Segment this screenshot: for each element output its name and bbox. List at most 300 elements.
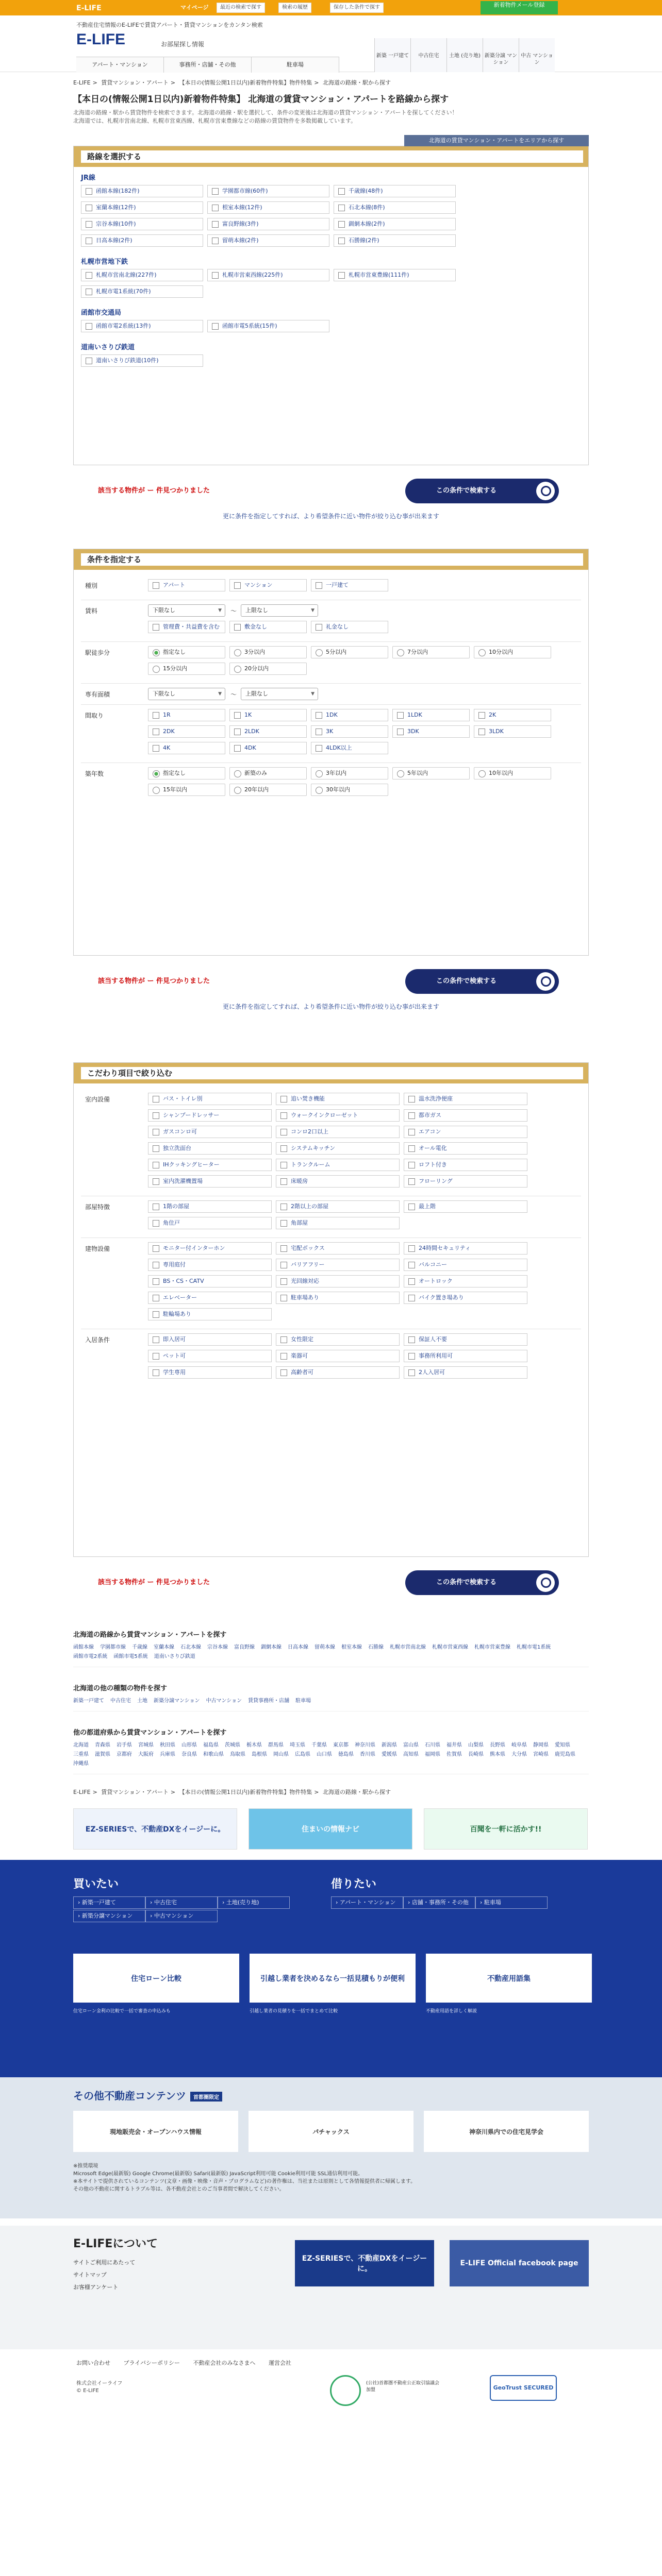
link-item[interactable]: 石川県 [425, 1742, 440, 1748]
feature-checkbox[interactable]: 都市ガス [404, 1109, 527, 1122]
feature-checkbox[interactable]: オートロック [404, 1275, 527, 1287]
panel-title: 路線を選択する [79, 150, 583, 163]
footer-link[interactable]: 運営会社 [268, 2360, 291, 2366]
walk-radio[interactable]: 15分以内 [148, 663, 225, 675]
rent-title: 借りたい [331, 1878, 377, 1891]
feature-row [81, 1238, 581, 1329]
link-item[interactable]: 静岡県 [533, 1742, 549, 1748]
rent-option-checkbox[interactable]: 管理費・共益費を含む [148, 621, 225, 633]
link-item[interactable]: 道南いさりび鉄道 [154, 1654, 195, 1659]
feature-values [148, 1242, 581, 1325]
line-checkbox[interactable]: 札幌市営南北線(227件) [81, 269, 203, 281]
feature-checkbox[interactable]: ペット可 [148, 1350, 272, 1362]
feature-checkbox[interactable]: 独立洗面台 [148, 1142, 272, 1155]
footer-links [76, 2359, 303, 2367]
breadcrumb-item[interactable]: E-LIFE [73, 1789, 91, 1795]
type-checkbox[interactable]: アパート [148, 579, 225, 591]
link-item[interactable]: 長野県 [490, 1742, 505, 1748]
banner-ez-series[interactable]: EZ-SERIESで、不動産DXをイージーに。 [73, 1808, 237, 1850]
line-checkbox[interactable]: 札幌市営東豊線(111件) [334, 269, 456, 281]
link-item[interactable]: 学園都市線 [100, 1645, 126, 1650]
link-item[interactable]: 千歳線 [132, 1645, 147, 1650]
feature-checkbox[interactable]: 駐輪場あり [148, 1308, 272, 1320]
area-max-select[interactable]: 上限なし ▼ [241, 688, 318, 700]
breadcrumb-item[interactable]: 【本日の(情報公開1日以内)新着物件特集】物件特集 [179, 79, 312, 86]
line-group-grid [74, 320, 588, 336]
feature-checkbox[interactable]: 保証人不要 [404, 1333, 527, 1346]
feature-checkbox[interactable]: ガスコンロ可 [148, 1126, 272, 1138]
feature-checkbox[interactable]: 高齢者可 [276, 1366, 400, 1379]
link-item[interactable]: 徳島県 [338, 1752, 354, 1757]
breadcrumb-bottom: E-LIFE > 賃貸マンション・アパート > 【本日の(情報公開1日以内)新着物件特集】物件特集 > 北海道の路線・駅から探す [73, 1789, 391, 1795]
section-title: 北海道の路線から賃貸マンション・アパートを探す [73, 1631, 227, 1639]
link-item[interactable]: 根室本線 [341, 1645, 362, 1650]
line-checkbox[interactable]: 宗谷本線(10件) [81, 218, 203, 230]
link-item[interactable]: 函館本線 [73, 1645, 94, 1650]
line-checkbox[interactable]: 札幌市営東西線(225件) [207, 269, 329, 281]
walk-radio[interactable]: 20分以内 [229, 663, 307, 675]
age-radio[interactable]: 新築のみ [229, 767, 307, 779]
link-item[interactable]: 三重県 [73, 1752, 89, 1757]
tilde: 〜 [230, 691, 237, 698]
pref-links [73, 1727, 589, 1774]
site-logo[interactable]: E-LIFE [76, 31, 125, 48]
link-item[interactable]: 長崎県 [468, 1752, 484, 1757]
footer-link[interactable]: プライバシーポリシー [123, 2360, 180, 2366]
link-item[interactable]: 奈良県 [181, 1752, 197, 1757]
line-checkbox[interactable]: 千歳線(48件) [334, 185, 456, 197]
age-radio[interactable]: 30年以内 [311, 784, 388, 796]
line-checkbox[interactable]: 根室本線(12件) [207, 201, 329, 214]
result-row [73, 1567, 589, 1593]
feature-checkbox[interactable]: 1階の部屋 [148, 1200, 272, 1213]
link-item[interactable]: 島根県 [252, 1752, 267, 1757]
link-item[interactable]: 札幌市営東豊線 [474, 1645, 510, 1650]
rent-option-checkbox[interactable]: 敷金なし [229, 621, 307, 633]
link-item[interactable]: 鳥取県 [230, 1752, 245, 1757]
buy-link[interactable]: › 土地(売り地) [218, 1896, 290, 1909]
cat-used-mansion[interactable]: 中古 マンション [519, 38, 555, 72]
page-title: 【本日の(情報公開1日以内)新着物件特集】 北海道の賃貸マンション・アパートを路線から探す [73, 94, 449, 105]
member-mail-button[interactable]: 新着物件メール登録 [481, 1, 558, 14]
about-link[interactable]: サイトマップ [73, 2272, 107, 2278]
layout-checkbox[interactable]: 1K [229, 709, 307, 721]
layout-checkbox[interactable]: 1R [148, 709, 225, 721]
feature-checkbox[interactable]: 駐車場あり [276, 1292, 400, 1304]
feature-row [81, 1329, 581, 1387]
line-group-grid [74, 354, 588, 371]
link-item[interactable]: 函館市電2系統 [73, 1654, 108, 1659]
link-item[interactable]: 山口県 [317, 1752, 332, 1757]
feature-checkbox[interactable]: コンロ2口以上 [276, 1126, 400, 1138]
banner-open-house[interactable]: 現地販売会・オープンハウス情報 [73, 2111, 238, 2152]
breadcrumb-item[interactable]: E-LIFE [73, 79, 91, 86]
link-item[interactable]: 札幌市電1系統 [517, 1645, 551, 1650]
rent-option-checkbox[interactable]: 礼金なし [311, 621, 388, 633]
link-item[interactable]: 京都府 [117, 1752, 132, 1757]
link-item[interactable]: 函館市電5系統 [113, 1654, 148, 1659]
cond-label: 間取り [85, 712, 104, 719]
search-button[interactable] [405, 969, 559, 994]
feature-checkbox[interactable]: バルコニー [404, 1259, 527, 1271]
ssl-badge[interactable]: GeoTrust SECURED [490, 2375, 557, 2401]
page-intro [73, 109, 589, 125]
link-item[interactable]: 茨城県 [225, 1742, 240, 1748]
link-item[interactable]: 新築一戸建て [73, 1698, 104, 1704]
link-item[interactable]: 富良野線 [234, 1645, 255, 1650]
recent-search-button[interactable]: 最近の検索で探す [217, 3, 265, 13]
search-button-label: この条件で検索する [436, 977, 497, 985]
gnav-parking[interactable]: 駐車場 [252, 57, 339, 73]
link-item[interactable]: 岡山県 [273, 1752, 289, 1757]
link-item[interactable]: 札幌市営南北線 [390, 1645, 426, 1650]
line-select-panel [73, 146, 589, 465]
link-item[interactable]: 秋田県 [160, 1742, 175, 1748]
layout-checkbox[interactable]: 2LDK [229, 725, 307, 738]
breadcrumb-item[interactable]: 賃貸マンション・アパート [101, 79, 169, 86]
feature-checkbox[interactable]: 2人入居可 [404, 1366, 527, 1379]
other-contents-section [0, 2077, 662, 2218]
site-logo-sub: お部屋探し情報 [161, 41, 205, 48]
link-item[interactable]: 駐車場 [295, 1698, 311, 1704]
age-radio[interactable]: 指定なし [148, 767, 225, 779]
cond-values [148, 579, 581, 596]
feature-checkbox[interactable]: 最上階 [404, 1200, 527, 1213]
link-item[interactable]: 和歌山県 [203, 1752, 224, 1757]
search-icon [536, 1573, 555, 1592]
fair-trade-seal-icon [330, 2375, 361, 2406]
region-badge: 首都圏限定 [190, 2092, 222, 2102]
link-item[interactable]: 香川県 [360, 1752, 375, 1757]
banner-sumai-navi[interactable]: 住まいの情報ナビ [249, 1808, 412, 1850]
link-item[interactable]: 群馬県 [268, 1742, 284, 1748]
link-list [73, 1643, 589, 1667]
footer-link[interactable]: 不動産会社のみなさまへ [193, 2360, 256, 2366]
feature-checkbox[interactable]: IHクッキングヒーター [148, 1159, 272, 1171]
feature-checkbox[interactable]: バス・トイレ別 [148, 1093, 272, 1105]
line-checkbox[interactable]: 石勝線(2件) [334, 234, 456, 247]
feature-checkbox[interactable]: 角部屋 [276, 1217, 400, 1229]
cat-used-house[interactable]: 中古住宅 [410, 38, 446, 72]
link-item[interactable]: 日高本線 [288, 1645, 308, 1650]
breadcrumb-item[interactable]: 賃貸マンション・アパート [101, 1789, 169, 1795]
feature-checkbox[interactable]: 2階以上の部屋 [276, 1200, 400, 1213]
link-item[interactable]: 室蘭本線 [154, 1645, 174, 1650]
line-checkbox[interactable]: 函館市電5系統(15件) [207, 320, 329, 332]
topbar-logo[interactable]: E-LIFE [76, 4, 102, 12]
link-item[interactable]: 富山県 [403, 1742, 419, 1748]
link-item[interactable]: 栃木県 [246, 1742, 262, 1748]
feature-checkbox[interactable]: オール電化 [404, 1142, 527, 1155]
link-item[interactable]: 中古住宅 [110, 1698, 131, 1704]
link-item[interactable]: 宮城県 [138, 1742, 154, 1748]
gnav-apartment[interactable]: アパート・マンション [76, 57, 164, 73]
link-item[interactable]: 賃貸事務所・店舗 [248, 1698, 290, 1704]
mypage-link[interactable]: マイページ [180, 4, 209, 11]
banner-facebook[interactable]: E-LIFE Official facebook page [450, 2240, 589, 2286]
feature-checkbox[interactable]: 学生専用 [148, 1366, 272, 1379]
layout-checkbox[interactable]: 4DK [229, 742, 307, 754]
buy-links [73, 1896, 290, 1923]
feature-checkbox[interactable]: 24時間セキュリティ [404, 1242, 527, 1255]
intro-line: 北海道の路線・駅から賃貸物件を検索できます。北海道の路線・駅を選択して、条件の変更後は北海道の賃貸マンション・アパートを探してください！ [73, 109, 458, 116]
feature-checkbox[interactable]: 事務所利用可 [404, 1350, 527, 1362]
line-groups [74, 167, 588, 371]
search-button[interactable] [405, 1570, 559, 1595]
link-item[interactable]: 大分県 [511, 1752, 527, 1757]
buy-link[interactable]: › 新築一戸建て [73, 1896, 145, 1909]
link-item[interactable]: 滋賀県 [95, 1752, 110, 1757]
link-item[interactable]: 北海道 [73, 1742, 89, 1748]
company-name: 株式会社イーライフ [76, 2381, 123, 2386]
layout-checkbox[interactable]: 4K [148, 742, 225, 754]
rent-max-select[interactable]: 上限なし ▼ [241, 604, 318, 617]
walk-radio[interactable]: 7分以内 [392, 646, 470, 658]
link-item[interactable]: 石勝線 [368, 1645, 384, 1650]
feature-checkbox[interactable]: 光回線対応 [276, 1275, 400, 1287]
rent-link[interactable]: › アパート・マンション [331, 1896, 403, 1909]
feature-checkbox[interactable]: モニター付インターホン [148, 1242, 272, 1255]
hint-text: 更に条件を指定してすれば、より希望条件に近い物件が絞り込む事が出来ます [222, 513, 439, 520]
link-item[interactable]: 東京都 [333, 1742, 349, 1748]
breadcrumb: E-LIFE > 賃貸マンション・アパート > 【本日の(情報公開1日以内)新着物件特集】物件特集 > 北海道の路線・駅から探す [73, 79, 391, 86]
link-item[interactable]: 沖縄県 [73, 1761, 89, 1767]
link-item[interactable]: 鹿児島県 [555, 1752, 575, 1757]
banner-kanagawa[interactable]: 神奈川県内での住宅見学会 [424, 2111, 589, 2152]
buy-link[interactable]: › 中古マンション [145, 1910, 218, 1922]
link-item[interactable]: 山形県 [181, 1742, 197, 1748]
rent-link[interactable]: › 店舗・事務所・その他 [403, 1896, 475, 1909]
layout-checkbox[interactable]: 2DK [148, 725, 225, 738]
layout-checkbox[interactable]: 1DK [311, 709, 388, 721]
rent-column [331, 1875, 548, 1910]
service-banners [73, 1954, 592, 2003]
feature-row [81, 1196, 581, 1238]
feature-checkbox[interactable]: BS・CS・CATV [148, 1275, 272, 1287]
age-radio[interactable]: 10年以内 [474, 767, 551, 779]
age-radio[interactable]: 5年以内 [392, 767, 470, 779]
link-item[interactable]: 兵庫県 [160, 1752, 175, 1757]
cond-values [148, 709, 581, 758]
link-item[interactable]: 宗谷本線 [207, 1645, 228, 1650]
other-banners [73, 2111, 589, 2152]
cat-new-house[interactable]: 新築 一戸建て [374, 38, 410, 72]
type-checkbox[interactable]: 一戸建て [311, 579, 388, 591]
line-checkbox[interactable]: 函館市電2系統(13件) [81, 320, 203, 332]
rent-link[interactable]: › 駐車場 [475, 1896, 548, 1909]
link-item[interactable]: 神奈川県 [355, 1742, 375, 1748]
link-item[interactable]: 愛媛県 [382, 1752, 397, 1757]
feature-checkbox[interactable]: 室内洗濯機置場 [148, 1175, 272, 1188]
breadcrumb-item: 北海道の路線・駅から探す [322, 79, 391, 86]
about-section [0, 2226, 662, 2349]
rent-min-select[interactable]: 下限なし ▼ [148, 604, 225, 617]
line-checkbox[interactable]: 留萌本線(2件) [207, 234, 329, 247]
feature-checkbox[interactable]: システムキッチン [276, 1142, 400, 1155]
link-item[interactable]: 土地 [137, 1698, 147, 1704]
cond-values [148, 604, 581, 637]
about-link[interactable]: サイトご利用にあたって [73, 2259, 136, 2266]
search-icon [536, 482, 555, 500]
banner-loan[interactable]: 住宅ローン比較 [73, 1954, 239, 2003]
feature-checkbox[interactable]: エレベーター [148, 1292, 272, 1304]
line-checkbox[interactable]: 釧網本線(2件) [334, 218, 456, 230]
line-checkbox[interactable]: 富良野線(3件) [207, 218, 329, 230]
history-button[interactable]: 検索の履歴 [278, 3, 311, 13]
saved-condition-button[interactable]: 保存した条件で探す [330, 3, 384, 13]
link-item[interactable]: 新潟県 [382, 1742, 397, 1748]
buy-title: 買いたい [73, 1878, 119, 1891]
feature-panel [73, 1062, 589, 1557]
cond-label: 専有面積 [85, 691, 110, 698]
link-item[interactable]: 愛知県 [555, 1742, 570, 1748]
cond-label: 賃料 [85, 607, 98, 615]
line-checkbox[interactable]: 道南いさりび鉄道(10件) [81, 354, 203, 367]
buy-link[interactable]: › 新築分譲マンション [73, 1910, 145, 1922]
layout-checkbox[interactable]: 3DK [392, 725, 470, 738]
line-checkbox[interactable]: 石北本線(8件) [334, 201, 456, 214]
line-checkbox[interactable]: 日高本線(2件) [81, 234, 203, 247]
link-item[interactable]: 留萌本線 [315, 1645, 335, 1650]
age-radio[interactable]: 20年以内 [229, 784, 307, 796]
site-tagline: 不動産住宅情報のE-LIFEで賃貸アパート・賃貸マンションをカンタン検索 [76, 22, 263, 28]
feature-checkbox[interactable]: 追い焚き機能 [276, 1093, 400, 1105]
feature-checkbox[interactable]: バイク置き場あり [404, 1292, 527, 1304]
layout-checkbox[interactable]: 2K [474, 709, 551, 721]
link-item[interactable]: 高知県 [403, 1752, 419, 1757]
line-checkbox[interactable]: 学園都市線(60件) [207, 185, 329, 197]
layout-checkbox[interactable]: 4LDK以上 [311, 742, 388, 754]
link-item[interactable]: 岐阜県 [511, 1742, 527, 1748]
link-item[interactable]: 福岡県 [425, 1752, 440, 1757]
feature-checkbox[interactable]: ロフト付き [404, 1159, 527, 1171]
feature-label: 室内設備 [85, 1096, 110, 1103]
link-item[interactable]: 埼玉県 [290, 1742, 305, 1748]
walk-radio[interactable]: 5分以内 [311, 646, 388, 658]
result-row [73, 966, 589, 992]
banner-glossary[interactable]: 不動産用語集 [426, 1954, 592, 2003]
link-item[interactable]: 熊本県 [490, 1752, 505, 1757]
gnav-office[interactable]: 事務所・店舗・その他 [164, 57, 252, 73]
link-item[interactable]: 広島県 [295, 1752, 310, 1757]
other-contents-title [73, 2088, 589, 2103]
area-min-select[interactable]: 下限なし ▼ [148, 688, 225, 700]
feature-checkbox[interactable]: フローリング [404, 1175, 527, 1188]
copyright: © E-LIFE [76, 2388, 99, 2394]
walk-radio[interactable]: 10分以内 [474, 646, 551, 658]
note-line: ※推奨環境 [73, 2163, 98, 2169]
feature-checkbox[interactable]: 即入居可 [148, 1333, 272, 1346]
feature-row [81, 1089, 581, 1196]
layout-checkbox[interactable]: 3LDK [474, 725, 551, 738]
feature-checkbox[interactable]: 角住戸 [148, 1217, 272, 1229]
breadcrumb-item: 北海道の路線・駅から探す [322, 1789, 391, 1795]
link-item[interactable]: 中古マンション [206, 1698, 242, 1704]
link-item[interactable]: 新築分譲マンション [154, 1698, 200, 1704]
cond-values [148, 688, 581, 700]
feature-label: 部屋特徴 [85, 1204, 110, 1211]
result-count: 該当する物件が ー 件見つかりました [98, 977, 210, 985]
link-item[interactable]: 山梨県 [468, 1742, 484, 1748]
age-radio[interactable]: 3年以内 [311, 767, 388, 779]
feature-checkbox[interactable]: 楽器可 [276, 1350, 400, 1362]
link-item[interactable]: 千葉県 [311, 1742, 327, 1748]
buy-link[interactable]: › 中古住宅 [145, 1896, 218, 1909]
line-group-title: JR線 [81, 174, 95, 182]
banner-pachax[interactable]: パチャックス [249, 2111, 413, 2152]
cond-values [148, 767, 581, 800]
link-item[interactable]: 岩手県 [117, 1742, 132, 1748]
feature-checkbox[interactable]: トランクルーム [276, 1159, 400, 1171]
feature-label: 建物設備 [85, 1245, 110, 1252]
link-item[interactable]: 佐賀県 [446, 1752, 462, 1757]
feature-checkbox[interactable]: ウォークインクローゼット [276, 1109, 400, 1122]
feature-checkbox[interactable]: 宅配ボックス [276, 1242, 400, 1255]
intro-line: 北海道では、札幌市営南北線、札幌市営東西線、札幌市営東豊線などの路線の賃貸物件を多数掲載しています。 [73, 117, 357, 124]
walk-radio[interactable]: 指定なし [148, 646, 225, 658]
panel-header [74, 1063, 588, 1083]
line-checkbox[interactable]: 札幌市電1系統(70件) [81, 285, 203, 298]
banner-moving[interactable]: 引越し業者を決めるなら一括見積もりが便利 [250, 1954, 416, 2003]
link-item[interactable]: 釧網本線 [261, 1645, 282, 1650]
link-item[interactable]: 宮崎県 [533, 1752, 549, 1757]
area-search-button[interactable]: 北海道の賃貸マンション・アパートをエリアから探す [404, 135, 589, 146]
line-checkbox[interactable]: 室蘭本線(12件) [81, 201, 203, 214]
footer-link[interactable]: お問い合わせ [76, 2360, 110, 2366]
line-checkbox[interactable]: 函館本線(182件) [81, 185, 203, 197]
link-item[interactable]: 石北本線 [180, 1645, 201, 1650]
link-item[interactable]: 福島県 [203, 1742, 219, 1748]
feature-checkbox[interactable]: 女性限定 [276, 1333, 400, 1346]
panel-title: こだわり項目で絞り込む [79, 1067, 583, 1079]
cat-land[interactable]: 土地 (売り地) [446, 38, 483, 72]
ad-banners [73, 1808, 589, 1850]
feature-checkbox[interactable]: 専用庭付 [148, 1259, 272, 1271]
feature-checkbox[interactable]: 床暖房 [276, 1175, 400, 1188]
search-button[interactable] [405, 479, 559, 503]
notes [73, 2162, 589, 2193]
link-item[interactable]: 福井県 [446, 1742, 462, 1748]
feature-checkbox[interactable]: エアコン [404, 1126, 527, 1138]
layout-checkbox[interactable]: 1LDK [392, 709, 470, 721]
cond-row-type [81, 575, 581, 600]
category-icons [374, 38, 555, 72]
type-checkbox[interactable]: マンション [229, 579, 307, 591]
layout-checkbox[interactable]: 3K [311, 725, 388, 738]
link-item[interactable]: 札幌市営東西線 [432, 1645, 468, 1650]
cond-row-rent [81, 600, 581, 642]
feature-checkbox[interactable]: シャンプードレッサー [148, 1109, 272, 1122]
feature-checkbox[interactable]: バリアフリー [276, 1259, 400, 1271]
cat-new-mansion[interactable]: 新築分譲 マンション [483, 38, 519, 72]
panel-header [74, 146, 588, 167]
link-item[interactable]: 青森県 [95, 1742, 110, 1748]
banner-ez-series-footer[interactable]: EZ-SERIESで、不動産DXをイージーに。 [295, 2240, 434, 2286]
feature-label: 入居条件 [85, 1336, 110, 1344]
link-item[interactable]: 大阪府 [138, 1752, 154, 1757]
top-bar [0, 0, 662, 15]
breadcrumb-item[interactable]: 【本日の(情報公開1日以内)新着物件特集】物件特集 [179, 1789, 312, 1795]
panel-title: 条件を指定する [79, 553, 583, 566]
search-icon [536, 972, 555, 991]
site-header [0, 15, 662, 72]
feature-checkbox[interactable]: 温水洗浄便座 [404, 1093, 527, 1105]
about-link[interactable]: お客様アンケート [73, 2284, 119, 2291]
result-count: 該当する物件が ー 件見つかりました [98, 487, 210, 495]
age-radio[interactable]: 15年以内 [148, 784, 225, 796]
banner-hyakubun[interactable]: 百聞を一軒に活かす!! [424, 1808, 588, 1850]
walk-radio[interactable]: 3分以内 [229, 646, 307, 658]
